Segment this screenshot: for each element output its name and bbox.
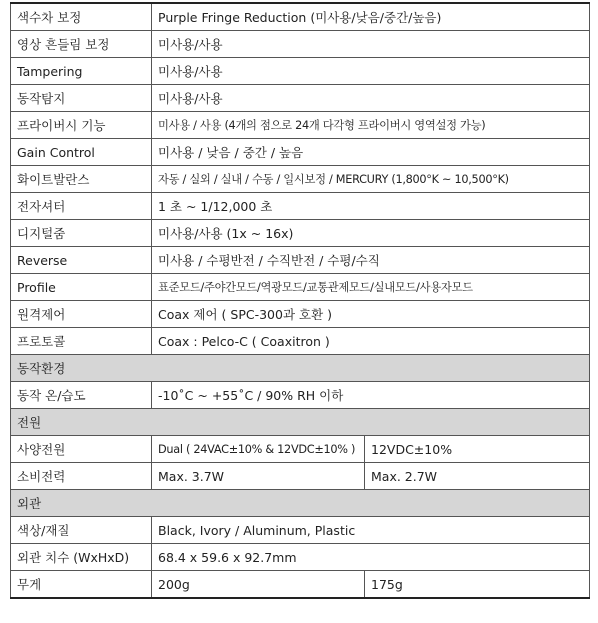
spec-row-reverse <box>11 247 590 274</box>
row-label: 영상 흔들림 보정 <box>11 31 152 58</box>
row-value: 미사용 / 사용 (4개의 점으로 24개 다각형 프라이버시 영역설정 가능) <box>152 112 590 139</box>
row-label: 프로토콜 <box>11 328 152 355</box>
row-value: Coax : Pelco-C ( Coaxitron ) <box>152 328 590 355</box>
row-label: 색수차 보정 <box>11 3 152 31</box>
section-title: 외관 <box>11 490 590 517</box>
row-value-model-b: 12VDC±10% <box>365 436 590 463</box>
row-label: Gain Control <box>11 139 152 166</box>
row-value: 미사용/사용 <box>152 58 590 85</box>
spec-row-power-supply <box>11 436 590 463</box>
row-value: 미사용 / 수평반전 / 수직반전 / 수평/수직 <box>152 247 590 274</box>
spec-row-weight <box>11 571 590 599</box>
row-value: 미사용/사용 <box>152 31 590 58</box>
spec-row-color-correction <box>11 3 590 31</box>
row-value: Purple Fringe Reduction (미사용/낮음/중간/높음) <box>152 3 590 31</box>
section-header-exterior <box>11 490 590 517</box>
row-label: Tampering <box>11 58 152 85</box>
row-value: 68.4 x 59.6 x 92.7mm <box>152 544 590 571</box>
section-header-power <box>11 409 590 436</box>
spec-row-tampering <box>11 58 590 85</box>
spec-row-shutter <box>11 193 590 220</box>
row-label: 색상/재질 <box>11 517 152 544</box>
row-value: -10˚C ~ +55˚C / 90% RH 이하 <box>152 382 590 409</box>
section-title: 동작환경 <box>11 355 590 382</box>
spec-row-motion <box>11 85 590 112</box>
spec-table <box>10 2 590 599</box>
row-label: 소비전력 <box>11 463 152 490</box>
spec-row-color-material <box>11 517 590 544</box>
spec-row-dimensions <box>11 544 590 571</box>
row-label: 프라이버시 기능 <box>11 112 152 139</box>
spec-row-stabilization <box>11 31 590 58</box>
section-header-environment <box>11 355 590 382</box>
spec-row-zoom <box>11 220 590 247</box>
row-value-model-b: 175g <box>365 571 590 599</box>
row-value-model-a: 200g <box>152 571 365 599</box>
spec-row-remote <box>11 301 590 328</box>
row-value: 자동 / 실외 / 실내 / 수동 / 일시보정 / MERCURY (1,800°K ~ 10,500°K) <box>152 166 590 193</box>
row-value: 미사용/사용 <box>152 85 590 112</box>
row-label: 동작 온/습도 <box>11 382 152 409</box>
row-value: 표준모드/주야간모드/역광모드/교통관제모드/실내모드/사용자모드 <box>152 274 590 301</box>
spec-row-gain <box>11 139 590 166</box>
row-value: Coax 제어 ( SPC-300과 호환 ) <box>152 301 590 328</box>
spec-row-profile <box>11 274 590 301</box>
row-label: Reverse <box>11 247 152 274</box>
spec-row-white-balance <box>11 166 590 193</box>
spec-row-power-consumption <box>11 463 590 490</box>
row-label: 화이트발란스 <box>11 166 152 193</box>
section-title: 전원 <box>11 409 590 436</box>
row-value-model-a: Dual ( 24VAC±10% & 12VDC±10% ) <box>152 436 365 463</box>
row-value: 미사용/사용 (1x ~ 16x) <box>152 220 590 247</box>
row-label: 원격제어 <box>11 301 152 328</box>
row-value-model-b: Max. 2.7W <box>365 463 590 490</box>
row-label: 외관 치수 (WxHxD) <box>11 544 152 571</box>
row-label: Profile <box>11 274 152 301</box>
row-label: 동작탐지 <box>11 85 152 112</box>
row-label: 전자셔터 <box>11 193 152 220</box>
spec-row-protocol <box>11 328 590 355</box>
row-label: 사양전원 <box>11 436 152 463</box>
row-value-model-a: Max. 3.7W <box>152 463 365 490</box>
row-value: Black, Ivory / Aluminum, Plastic <box>152 517 590 544</box>
spec-row-temperature <box>11 382 590 409</box>
row-label: 무게 <box>11 571 152 599</box>
row-value: 미사용 / 낮음 / 중간 / 높음 <box>152 139 590 166</box>
row-value: 1 초 ~ 1/12,000 초 <box>152 193 590 220</box>
row-label: 디지털줌 <box>11 220 152 247</box>
spec-row-privacy <box>11 112 590 139</box>
